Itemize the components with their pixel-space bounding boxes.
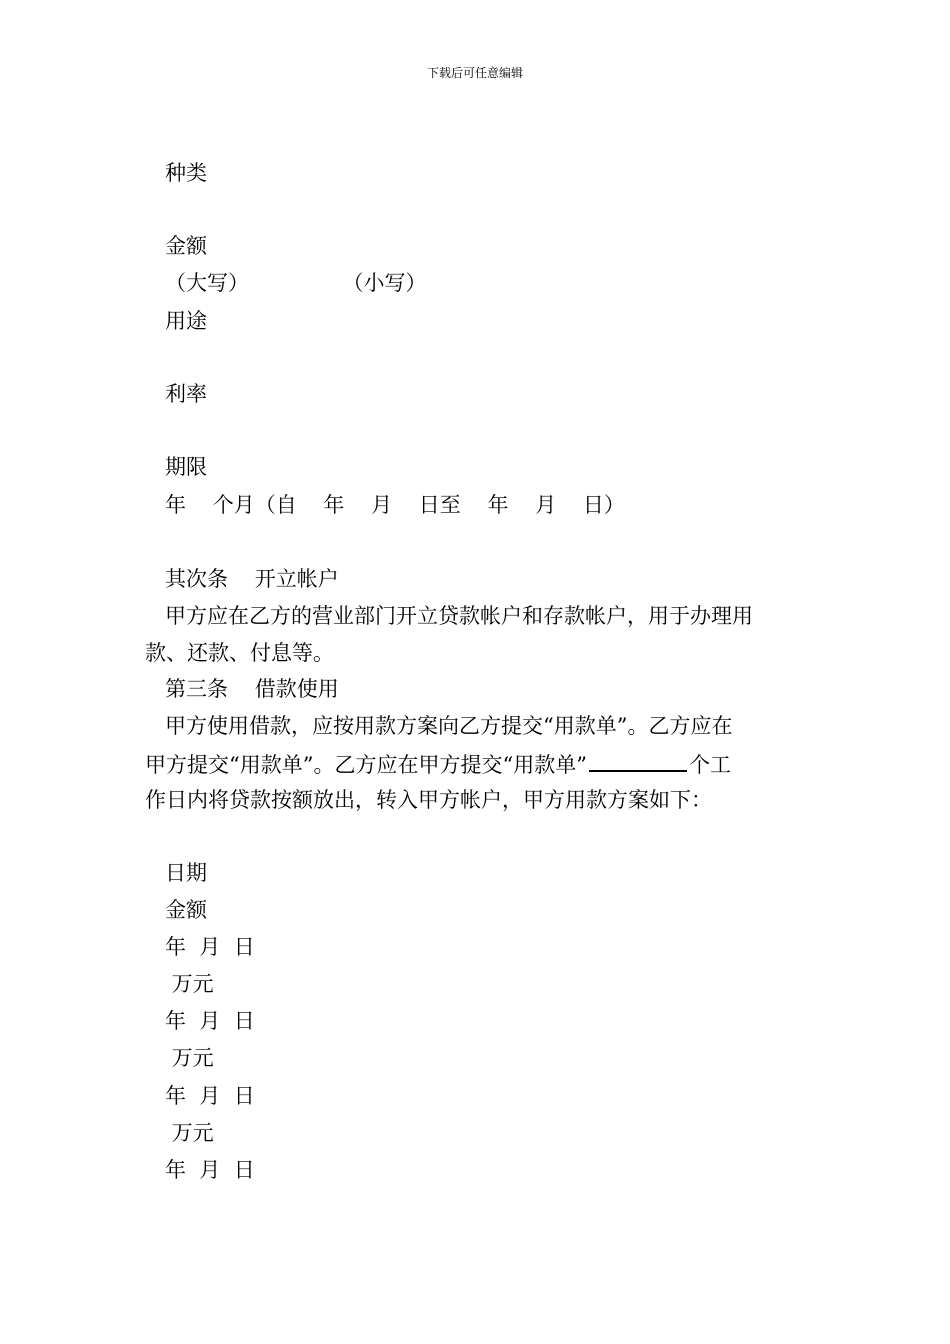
page-header-note: 下载后可任意编辑 [426, 66, 523, 80]
article-2-paragraph-line-1: 甲方应在乙方的营业部门开立贷款帐户和存款帐户，用于办理用 [165, 604, 753, 628]
article-3-line-2-text: 甲方提交“用款单”。乙方应在甲方提交“用款单” [145, 753, 587, 777]
schedule-row-date: 年 月 日 [165, 1158, 255, 1182]
schedule-row-date: 年 月 日 [165, 1009, 255, 1033]
field-label-amount: 金额 [165, 234, 207, 258]
working-days-blank [589, 750, 687, 772]
schedule-header-date: 日期 [165, 861, 207, 885]
field-label-interest-rate: 利率 [165, 382, 207, 406]
article-3-paragraph-line-1: 甲方使用借款，应按用款方案向乙方提交“用款单”。乙方应在 [165, 714, 733, 738]
amount-capital-small-labels: （大写） （小写） [165, 271, 427, 295]
article-3-line-2-tail: 个工 [688, 753, 731, 777]
article-2-paragraph-line-2: 款、还款、付息等。 [145, 641, 334, 665]
schedule-row-date: 年 月 日 [165, 1084, 255, 1108]
schedule-row-amount: 万元 [165, 972, 214, 996]
article-2-title: 其次条 开立帐户 [165, 567, 339, 591]
field-label-term: 期限 [165, 455, 207, 479]
schedule-row-amount: 万元 [165, 1121, 214, 1145]
article-3-paragraph-line-2 [145, 750, 731, 778]
schedule-header-amount: 金额 [165, 898, 207, 922]
schedule-row-date: 年 月 日 [165, 935, 255, 959]
field-label-type: 种类 [165, 161, 207, 185]
field-label-purpose: 用途 [165, 309, 207, 333]
term-detail: 年 个月（自 年 月 日至 年 月 日） [165, 493, 625, 517]
article-3-title: 第三条 借款使用 [165, 677, 339, 701]
schedule-row-amount: 万元 [165, 1046, 214, 1070]
article-3-paragraph-line-3: 作日内将贷款按额放出，转入甲方帐户，甲方用款方案如下： [145, 788, 712, 812]
